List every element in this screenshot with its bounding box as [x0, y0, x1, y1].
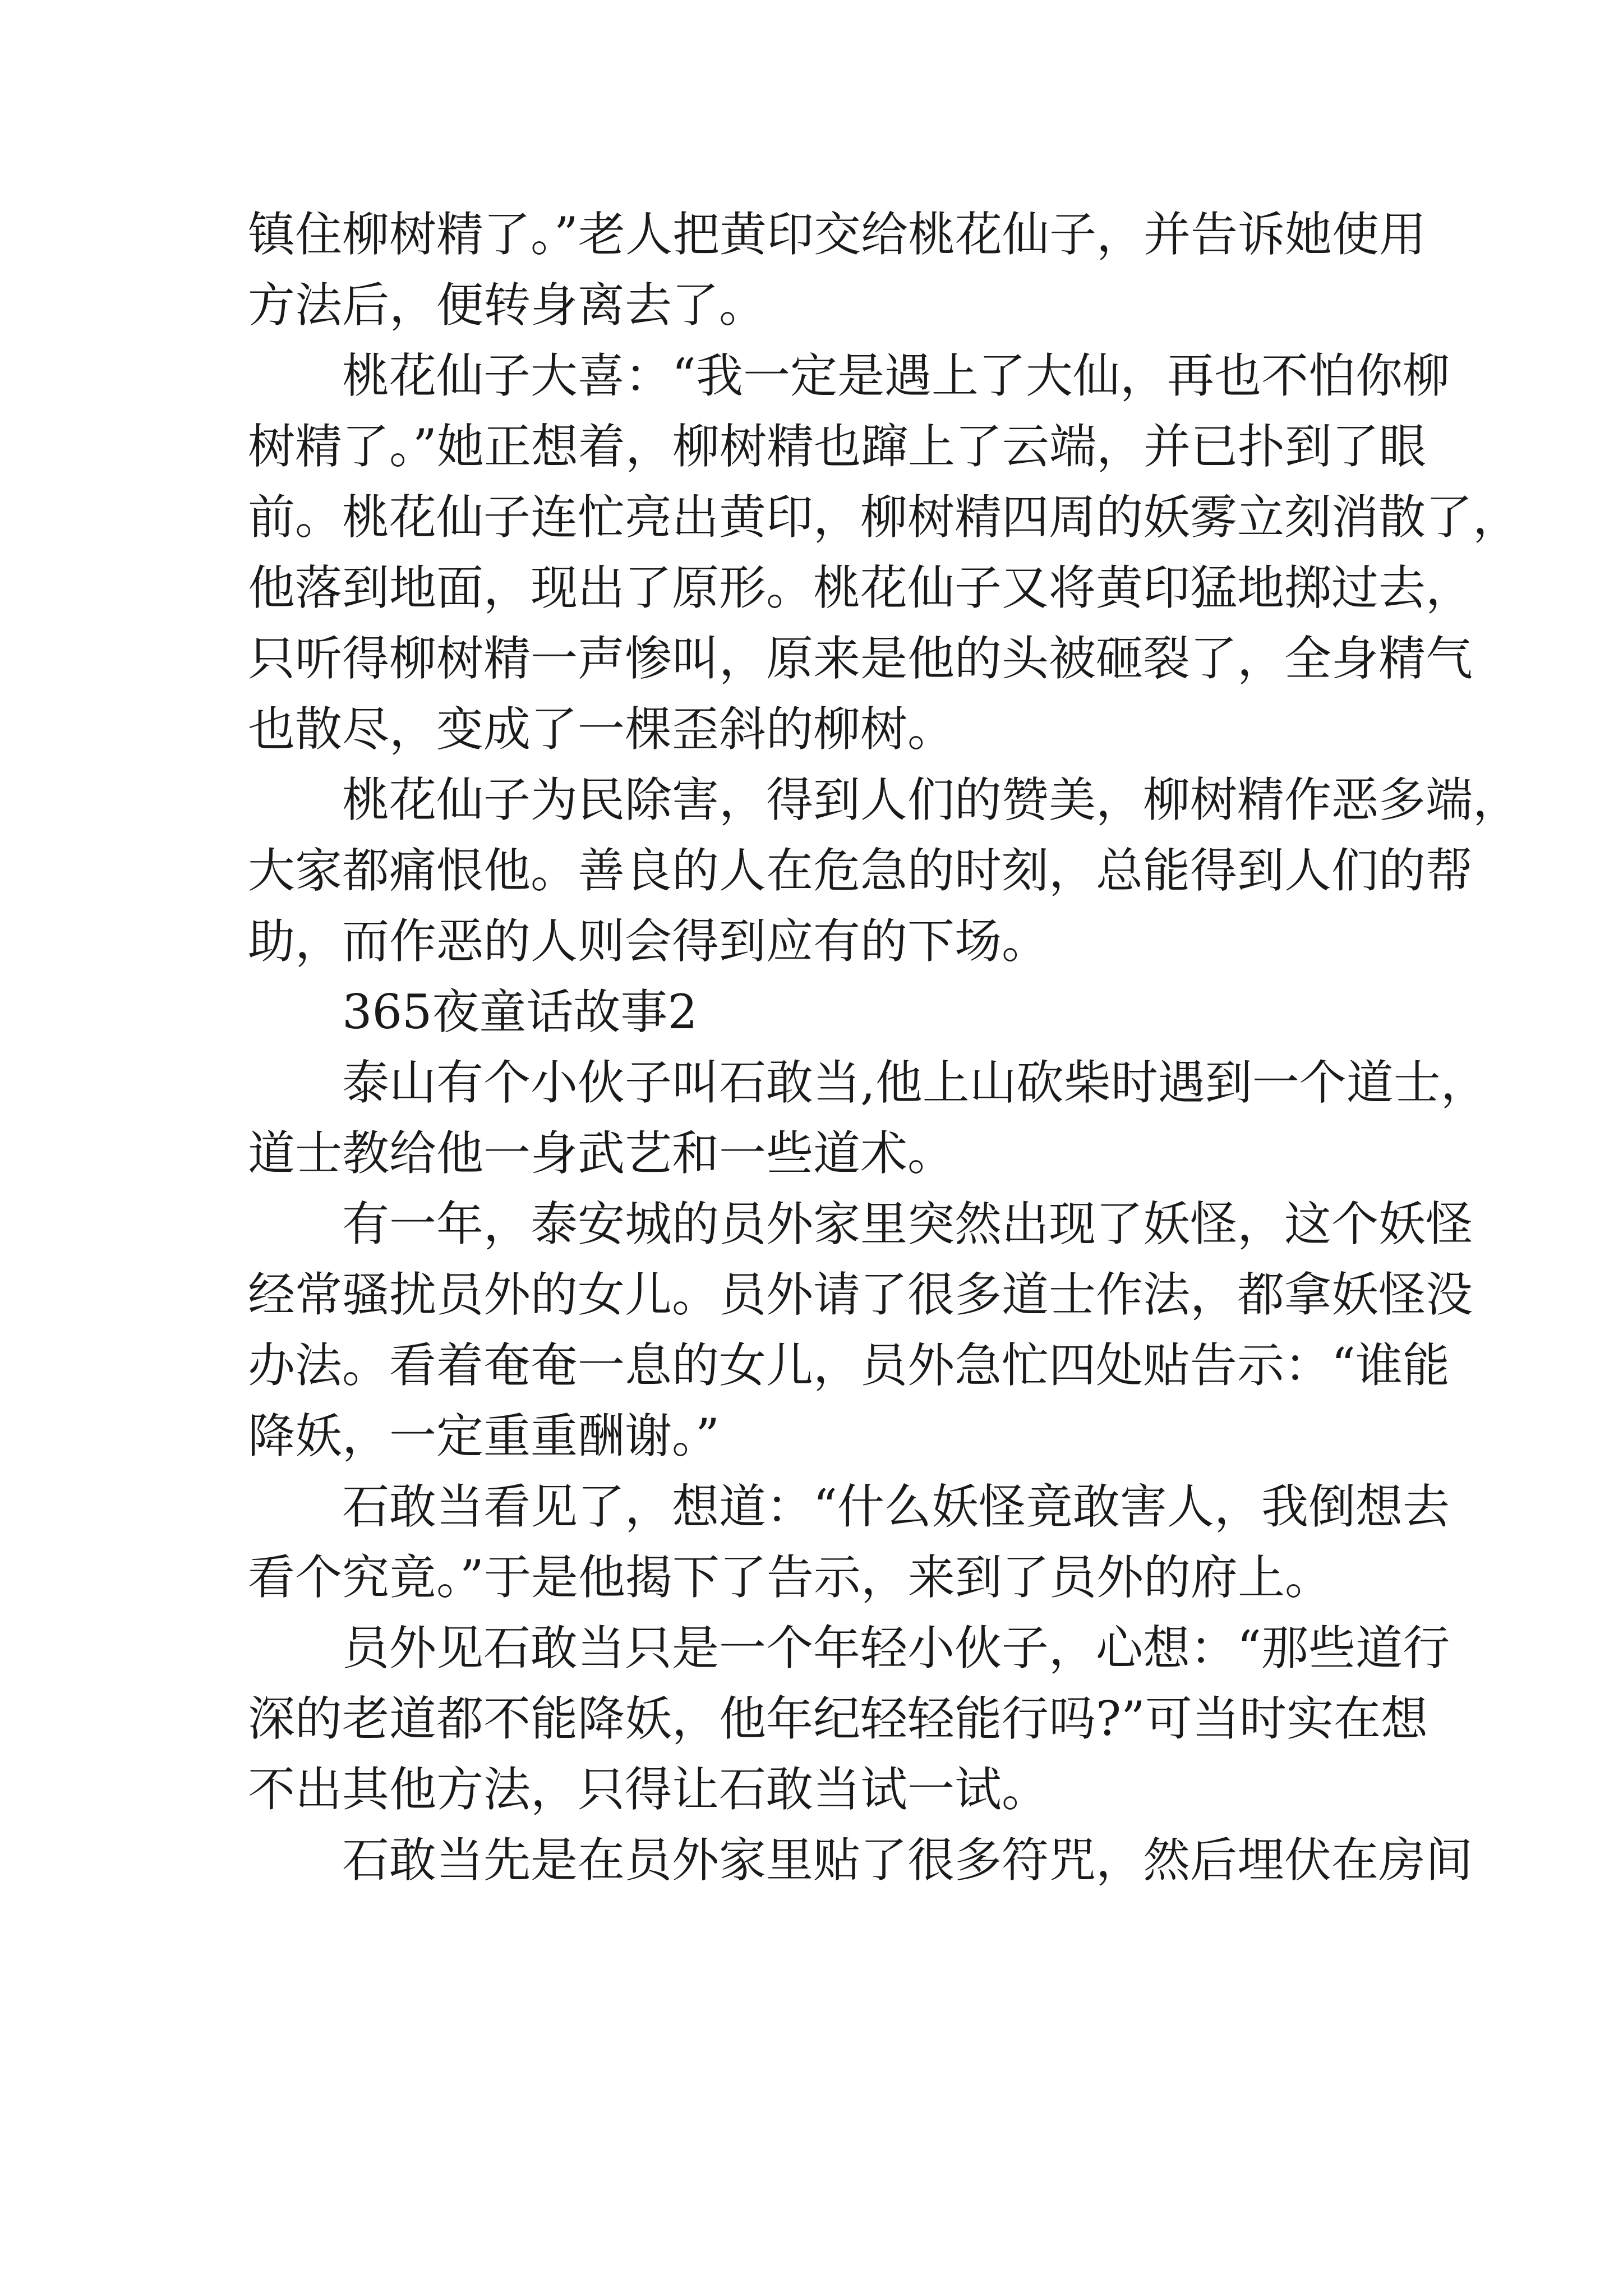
- text-line: 降妖，一定重重酬谢。”: [248, 1409, 720, 1464]
- text-line: 方法后，便转身离去了。: [248, 278, 767, 333]
- text-line: 前。桃花仙子连忙亮出黄印，柳树精四周的妖雾立刻消散了，: [248, 490, 1520, 545]
- paragraph: [248, 199, 1426, 341]
- text-line: 桃花仙子大喜：“我一定是遇上了大仙，再也不怕你柳: [342, 348, 1450, 403]
- text-line: 经常骚扰员外的女儿。员外请了很多道士作法，都拿妖怪没: [248, 1267, 1473, 1322]
- text-line: 看个究竟。”于是他揭下了告示，来到了员外的府上。: [248, 1550, 1332, 1605]
- text-line: 员外见石敢当只是一个年轻小伙子，心想：“那些道行: [342, 1621, 1450, 1676]
- paragraph: [248, 1047, 1488, 1189]
- text-line: 石敢当先是在员外家里贴了很多符咒，然后埋伏在房间: [342, 1833, 1473, 1888]
- text-line: 道士教给他一身武艺和一些道术。: [248, 1126, 955, 1181]
- text-line: 他落到地面，现出了原形。桃花仙子又将黄印猛地掷过去，: [248, 560, 1473, 615]
- paragraph: [248, 765, 1520, 977]
- document-body: [248, 199, 1520, 1895]
- text-line: 办法。看着奄奄一息的女儿，员外急忙四处贴告示：“谁能: [248, 1338, 1450, 1393]
- text-line: 桃花仙子为民除害，得到人们的赞美，柳树精作恶多端，: [342, 772, 1520, 827]
- text-line: 泰山有个小伙子叫石敢当,他上山砍柴时遇到一个道士，: [342, 1055, 1488, 1110]
- heading-text: 365夜童话故事2: [342, 984, 698, 1039]
- text-line: 树精了。”她正想着，柳树精也蹿上了云端，并已扑到了眼: [248, 419, 1426, 474]
- text-line: 镇住柳树精了。”老人把黄印交给桃花仙子，并告诉她使用: [248, 207, 1426, 262]
- paragraph: [248, 1471, 1450, 1613]
- text-line: 助，而作恶的人则会得到应有的下场。: [248, 914, 1049, 969]
- text-line: 不出其他方法，只得让石敢当试一试。: [248, 1762, 1049, 1817]
- paragraph: [248, 1189, 1473, 1471]
- section-heading: [248, 977, 1386, 1047]
- text-line: 大家都痛恨他。善良的人在危急的时刻，总能得到人们的帮: [248, 843, 1473, 898]
- text-line: 石敢当看见了，想道：“什么妖怪竟敢害人，我倒想去: [342, 1479, 1450, 1534]
- text-line: 只听得柳树精一声惨叫，原来是他的头被砸裂了，全身精气: [248, 631, 1473, 686]
- text-line: 也散尽，变成了一棵歪斜的柳树。: [248, 702, 955, 757]
- paragraph: [248, 341, 1520, 765]
- paragraph: [248, 1613, 1450, 1825]
- paragraph: [248, 1825, 1473, 1895]
- text-line: 深的老道都不能降妖，他年纪轻轻能行吗?”可当时实在想: [248, 1691, 1428, 1746]
- text-line: 有一年，泰安城的员外家里突然出现了妖怪，这个妖怪: [342, 1197, 1473, 1251]
